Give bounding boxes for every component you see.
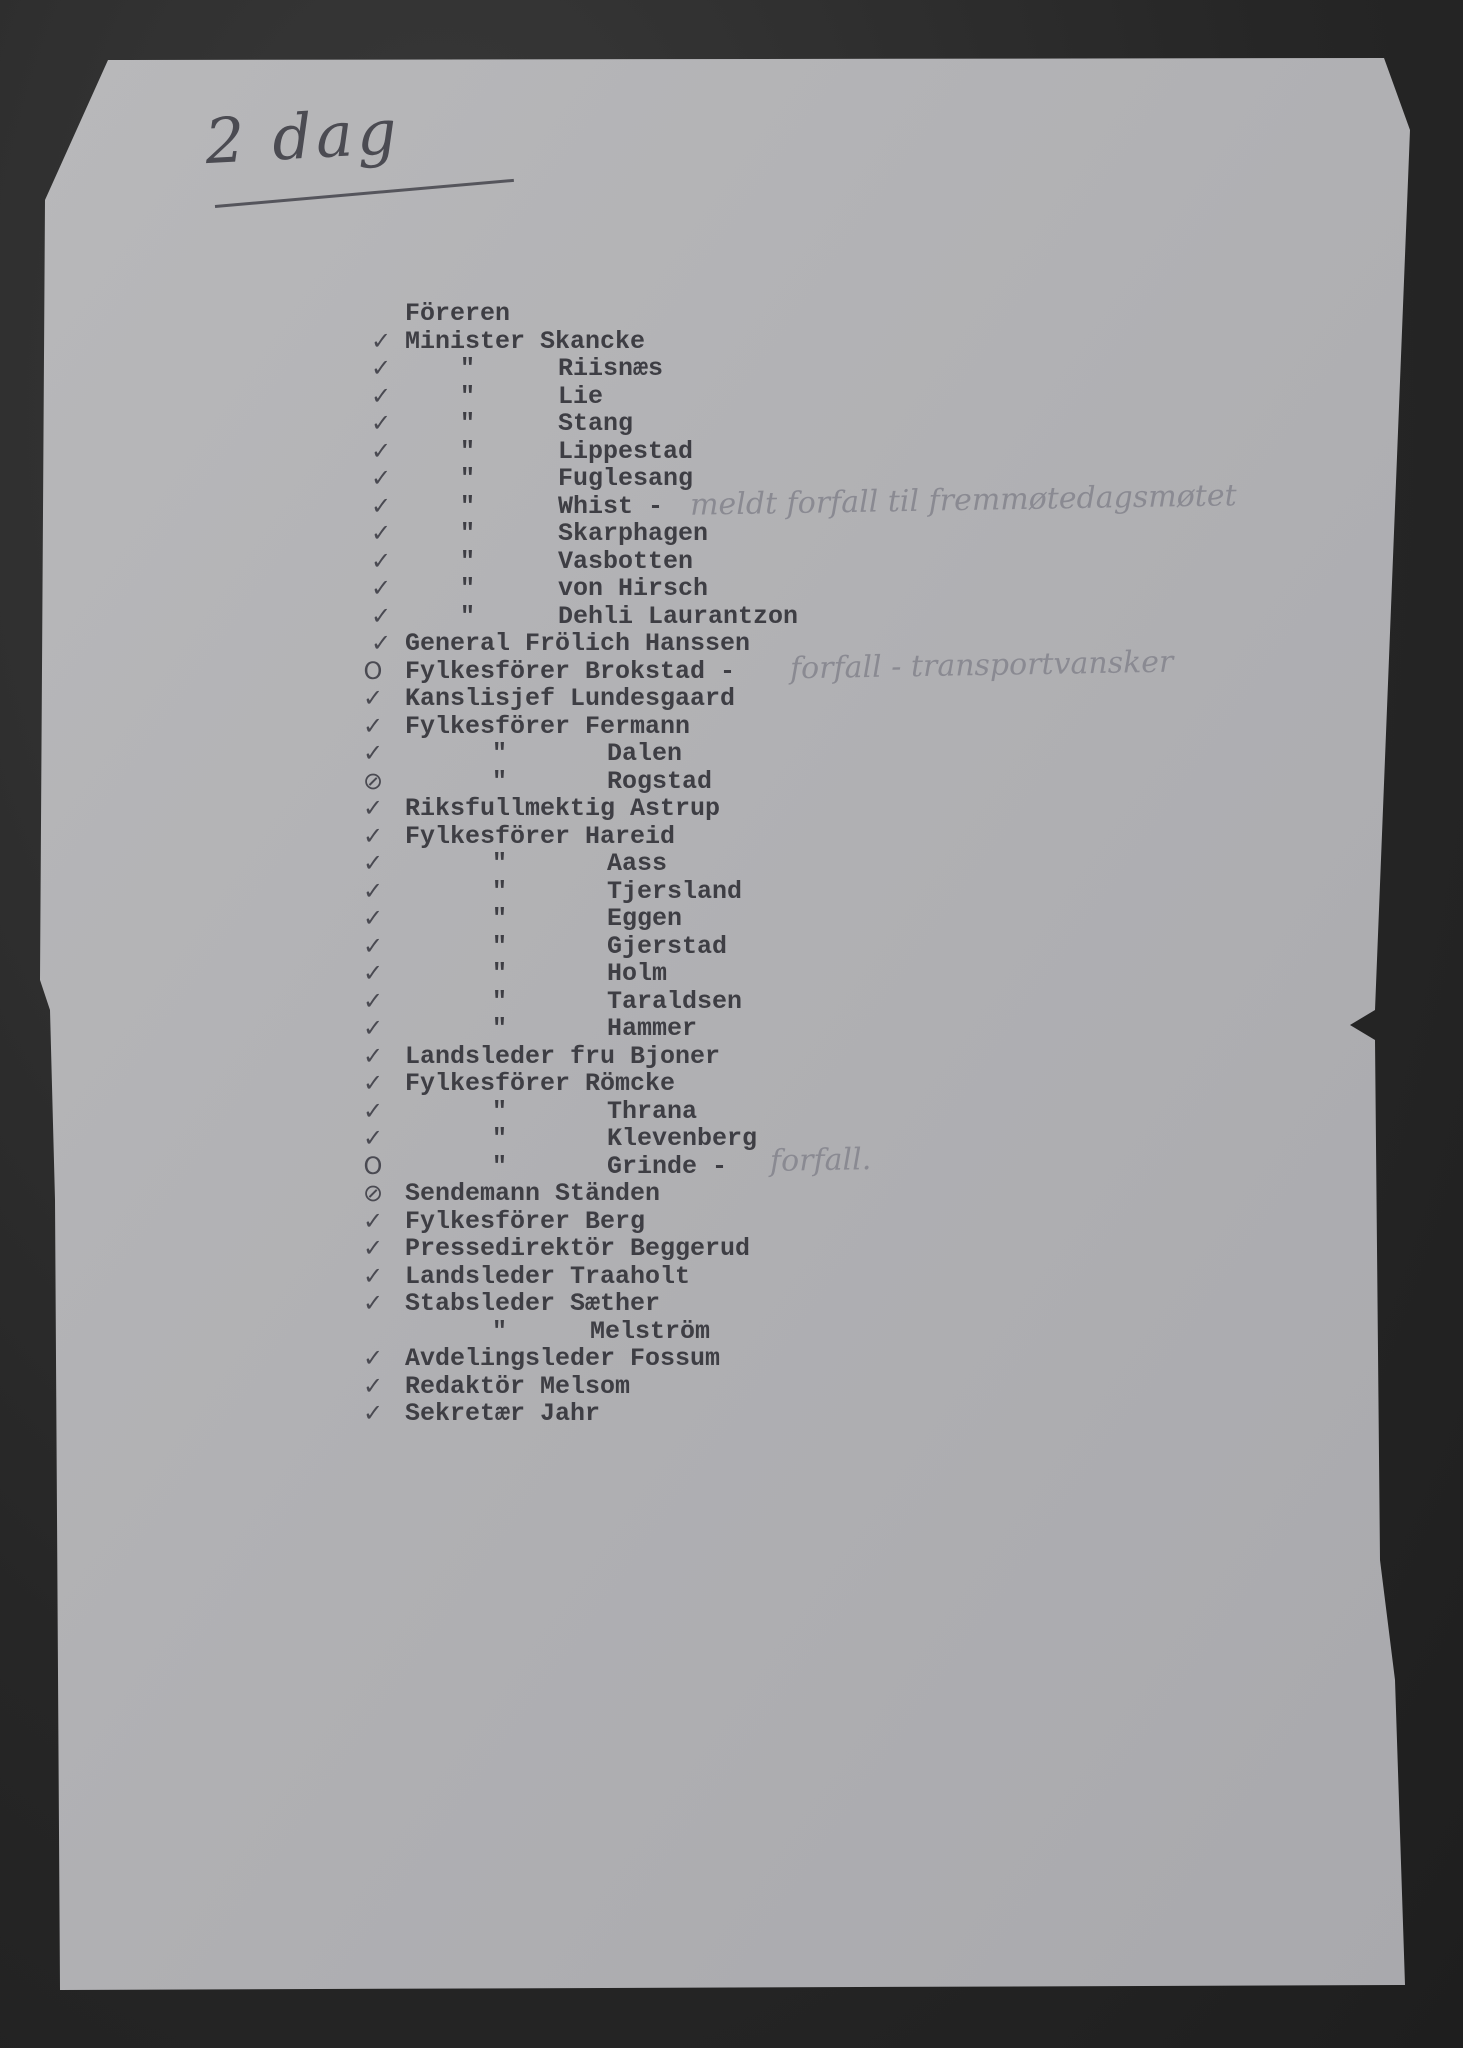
entry-title: " [492, 1014, 508, 1043]
check-mark-icon: ✓ [362, 1234, 384, 1262]
check-mark-icon: ⊘ [362, 766, 384, 795]
entry-title: Fylkesförer [405, 1206, 571, 1236]
entry-title: Fylkesförer [405, 711, 571, 741]
entry-name: Holm [607, 959, 668, 988]
entry-title: Minister [405, 326, 526, 356]
entry-title: Fylkesförer [405, 1069, 571, 1098]
check-mark-icon: ✓ [370, 601, 392, 630]
entry-title: " [492, 959, 508, 988]
entry-name: Dalen [607, 739, 683, 768]
entry-name: Römcke [585, 1069, 676, 1098]
check-mark-icon: ✓ [362, 1344, 384, 1372]
check-mark-icon: ✓ [362, 1124, 384, 1152]
entry-title: " [492, 876, 508, 906]
entry-title: Riksfullmektig [405, 794, 616, 823]
entry-name: Berg [585, 1206, 646, 1236]
entry-name: Ständen [555, 1179, 661, 1208]
entry-name: Skarphagen [558, 519, 709, 548]
check-mark-icon: ✓ [362, 1069, 384, 1097]
entry-title: " [492, 904, 508, 933]
check-mark-icon: ✓ [370, 629, 392, 657]
entry-name: Taraldsen [607, 986, 743, 1016]
entry-name: Gjerstad [607, 931, 728, 961]
entry-name: Sæther [570, 1289, 661, 1318]
check-mark-icon: ✓ [362, 684, 384, 712]
entry-title: " [492, 849, 508, 878]
check-mark-icon: ✓ [362, 849, 384, 877]
entry-name: Frölich Hanssen [525, 629, 751, 658]
entry-title: Kanslisjef [405, 684, 556, 713]
entry-name: Astrup [630, 794, 721, 823]
entry-name: Hammer [607, 1014, 698, 1043]
entry-title: Föreren [405, 299, 511, 328]
check-mark-icon: ✓ [362, 794, 384, 822]
entry-title: General [405, 629, 511, 658]
entry-name: Eggen [607, 904, 683, 933]
entry-name: Stang [558, 409, 634, 438]
entry-title: " [460, 519, 476, 548]
entry-name: Lippestad [558, 436, 694, 466]
entry-name: Fermann [585, 711, 691, 741]
entry-name: fru Bjoner [570, 1041, 721, 1071]
entry-name: Brokstad - [585, 656, 736, 686]
entry-name: Klevenberg [607, 1124, 758, 1153]
check-mark-icon: ✓ [362, 904, 384, 932]
entry-title: " [460, 354, 476, 383]
check-mark-icon: ✓ [362, 931, 384, 960]
pencil-note: forfall. [769, 1141, 872, 1179]
check-mark-icon: ✓ [370, 381, 392, 410]
check-mark-icon: ✓ [362, 1371, 384, 1400]
entry-title: " [460, 464, 476, 493]
entry-name: Thrana [607, 1096, 698, 1126]
entry-name: Dehli Laurantzon [558, 601, 799, 631]
entry-title: " [492, 931, 508, 961]
entry-title: " [460, 491, 476, 521]
entry-title: " [492, 986, 508, 1016]
check-mark-icon: ✓ [370, 574, 392, 602]
entry-title: " [492, 1151, 508, 1181]
entry-name: Rogstad [607, 766, 713, 796]
entry-title: " [460, 409, 476, 438]
entry-name: Melsom [540, 1371, 631, 1401]
check-mark-icon: ✓ [362, 1096, 384, 1125]
entry-title: " [492, 1316, 508, 1346]
entry-title: " [460, 436, 476, 466]
check-mark-icon: ✓ [370, 491, 392, 520]
entry-title: Stabsleder [405, 1289, 556, 1318]
check-mark-icon: ✓ [362, 739, 384, 767]
entry-title: " [492, 739, 508, 768]
check-mark-icon: ✓ [362, 986, 384, 1015]
check-mark-icon: ✓ [370, 519, 392, 547]
check-mark-icon: ✓ [362, 1014, 384, 1042]
entry-title: Avdelingsleder [405, 1344, 616, 1373]
check-mark-icon: ✓ [362, 1261, 384, 1290]
entry-title: " [492, 1096, 508, 1126]
pencil-note: meldt forfall til fremmøtedagsmøtet [689, 477, 1237, 523]
entry-name: Tjersland [607, 876, 743, 906]
entry-title: " [460, 546, 476, 576]
entry-name: von Hirsch [558, 574, 709, 603]
entry-name: Skancke [540, 326, 646, 356]
entry-title: " [460, 381, 476, 411]
entry-title: Landsleder [405, 1041, 556, 1071]
entry-name: Fossum [630, 1344, 721, 1373]
check-mark-icon: ✓ [370, 326, 392, 355]
entry-name: Melström [590, 1316, 711, 1346]
pencil-note: forfall - transportvansker [789, 644, 1174, 686]
check-mark-icon: ✓ [362, 1206, 384, 1235]
check-mark-icon: ✓ [362, 1289, 384, 1317]
check-mark-icon: ⊘ [362, 1179, 384, 1207]
entry-title: Fylkesförer [405, 821, 571, 851]
entry-name: Hareid [585, 821, 676, 851]
check-mark-icon: ✓ [362, 959, 384, 987]
check-mark-icon: ✓ [370, 546, 392, 575]
check-mark-icon: ✓ [362, 1041, 384, 1070]
check-mark-icon: O [363, 1151, 383, 1180]
check-mark-icon: ✓ [362, 711, 384, 740]
check-mark-icon: ✓ [370, 409, 392, 437]
check-mark-icon: ✓ [370, 464, 392, 492]
entry-title: " [492, 766, 508, 796]
entry-name: Lundesgaard [570, 684, 736, 713]
entry-title: Sendemann [405, 1179, 541, 1208]
entry-title: " [460, 574, 476, 603]
entry-name: Whist - [558, 491, 664, 521]
check-mark-icon: O [363, 656, 383, 685]
check-mark-icon: ✓ [362, 876, 384, 905]
entry-name: Lie [558, 381, 604, 411]
entry-name: Beggerud [630, 1234, 751, 1263]
entry-title: Landsleder [405, 1261, 556, 1291]
entry-name: Vasbotten [558, 546, 694, 576]
handwritten-heading: 2 dag [203, 94, 403, 179]
entry-title: " [460, 601, 476, 631]
entry-name: Fuglesang [558, 464, 694, 493]
check-mark-icon: ✓ [362, 1399, 384, 1427]
entry-title: Sekretær [405, 1399, 526, 1428]
entry-name: Riisnæs [558, 354, 664, 383]
check-mark-icon: ✓ [370, 354, 392, 382]
entry-name: Grinde - [607, 1151, 728, 1181]
entry-name: Aass [607, 849, 668, 878]
check-mark-icon: ✓ [362, 821, 384, 850]
entry-title: Pressedirektör [405, 1234, 616, 1263]
entry-title: " [492, 1124, 508, 1153]
entry-title: Redaktör [405, 1371, 526, 1401]
entry-name: Traaholt [570, 1261, 691, 1291]
entry-name: Jahr [540, 1399, 601, 1428]
entry-title: Fylkesförer [405, 656, 571, 686]
check-mark-icon: ✓ [370, 436, 392, 465]
